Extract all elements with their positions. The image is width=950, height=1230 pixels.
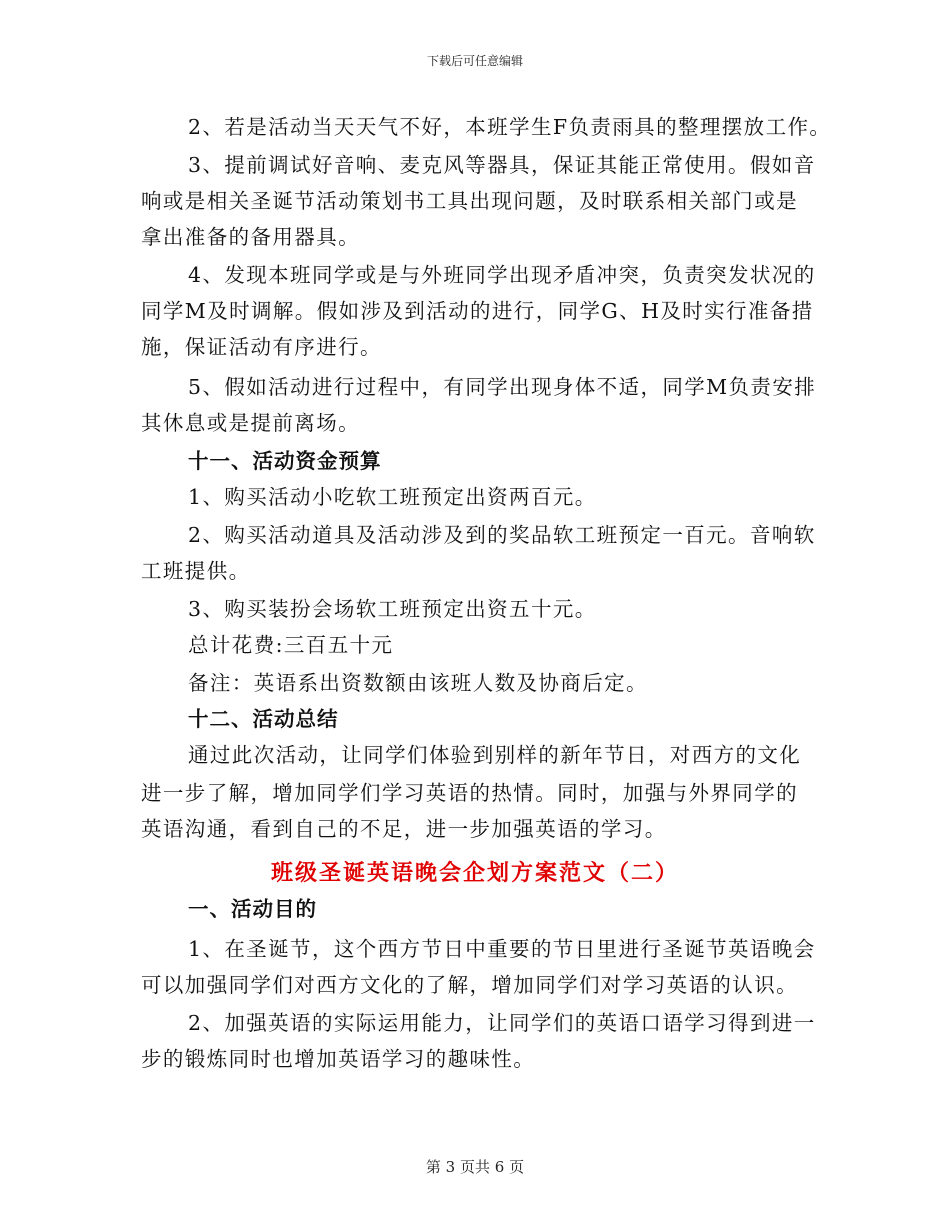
paragraph-line: 施，保证活动有序进行。: [141, 335, 382, 359]
page-footer: 第 3 页共 6 页: [425, 1158, 525, 1176]
paragraph-line: 2、加强英语的实际运用能力，让同学们的英语口语学习得到进一: [188, 1011, 816, 1035]
paragraph-line: 英语沟通，看到自己的不足，进一步加强英语的学习。: [141, 817, 667, 841]
section-heading: 十二、活动总结: [188, 707, 339, 731]
paragraph-line: 响或是相关圣诞节活动策划书工具出现问题，及时联系相关部门或是: [141, 189, 798, 213]
paragraph-line: 2、购买活动道具及活动涉及到的奖品软工班预定一百元。音响软: [188, 523, 816, 547]
section-heading: 十一、活动资金预算: [188, 449, 382, 473]
paragraph-line: 其休息或是提前离场。: [141, 411, 360, 435]
document-subtitle: 班级圣诞英语晚会企划方案范文（二）: [270, 861, 679, 886]
paragraph-line: 工班提供。: [141, 559, 251, 583]
paragraph-line: 进一步了解，增加同学们学习英语的热情。同时，加强与外界同学的: [141, 781, 798, 805]
paragraph-line: 3、购买装扮会场软工班预定出资五十元。: [188, 597, 597, 621]
paragraph-line: 2、若是活动当天天气不好，本班学生F负责雨具的整理摆放工作。: [188, 115, 832, 139]
paragraph-line: 3、提前调试好音响、麦克风等器具，保证其能正常使用。假如音: [188, 153, 816, 177]
paragraph-line: 备注：英语系出资数额由该班人数及协商后定。: [188, 671, 648, 695]
paragraph-line: 通过此次活动，让同学们体验到别样的新年节日，对西方的文化: [188, 743, 802, 767]
paragraph-line: 同学M及时调解。假如涉及到活动的进行，同学G、H及时实行准备措: [141, 299, 814, 323]
paragraph-line: 拿出准备的备用器具。: [141, 225, 360, 249]
paragraph-line: 可以加强同学们对西方文化的了解，增加同学们对学习英语的认识。: [141, 973, 798, 997]
paragraph-line: 4、发现本班同学或是与外班同学出现矛盾冲突，负责突发状况的: [188, 263, 816, 287]
paragraph-line: 1、购买活动小吃软工班预定出资两百元。: [188, 485, 597, 509]
paragraph-line: 总计花费:三百五十元: [188, 633, 394, 657]
section-heading: 一、活动目的: [188, 897, 317, 921]
paragraph-line: 5、假如活动进行过程中，有同学出现身体不适，同学M负责安排: [188, 375, 817, 399]
paragraph-line: 步的锻炼同时也增加英语学习的趣味性。: [141, 1047, 536, 1071]
page-header: 下载后可任意编辑: [426, 54, 523, 68]
paragraph-line: 1、在圣诞节，这个西方节日中重要的节日里进行圣诞节英语晚会: [188, 937, 816, 961]
